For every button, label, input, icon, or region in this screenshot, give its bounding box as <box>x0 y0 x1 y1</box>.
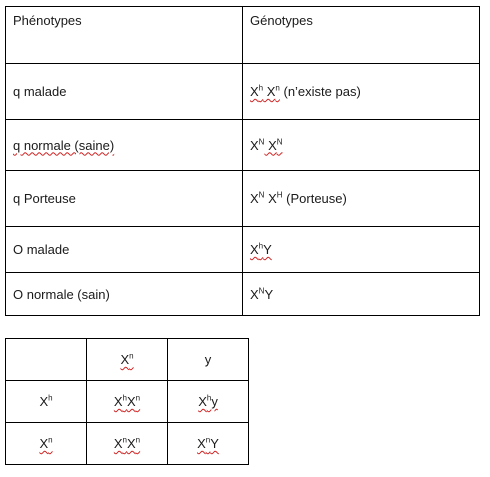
punnett-cell: $X^nX^n$ <box>87 423 168 465</box>
punnett-col-header: $X^n$ <box>87 339 168 381</box>
punnett-col-header: y <box>168 339 249 381</box>
phenotypes-header: Phénotypes <box>6 7 243 64</box>
punnett-cell: $X^hy$ <box>168 381 249 423</box>
genotype-cell <box>243 64 480 120</box>
punnett-corner-cell <box>6 339 87 381</box>
phenotype-cell: O normale (sain) <box>6 273 243 316</box>
genotype-symbols: $X^h$ $X^n$ <box>250 83 280 99</box>
table-row <box>6 227 480 273</box>
punnett-cell: $X^nY$ <box>168 423 249 465</box>
genotypes-header: Génotypes <box>243 7 480 64</box>
phenotype-cell: q normale (saine) <box>6 120 243 171</box>
punnett-row-header: $X^n$ <box>6 423 87 465</box>
genotype-cell: $X^N$ $X^H$ (Porteuse) <box>243 171 480 227</box>
genotype-note: (n’existe pas) <box>279 84 361 99</box>
punnett-row <box>6 381 249 423</box>
table-row <box>6 273 480 316</box>
phenotype-cell: q Porteuse <box>6 171 243 227</box>
punnett-header-row <box>6 339 249 381</box>
genotype-cell: $X^N$ $X^N$ <box>243 120 480 171</box>
genotype-cell: $X^NY$ <box>243 273 480 316</box>
genotype-cell: $X^hY$ <box>243 227 480 273</box>
punnett-cell: $X^hX^n$ <box>87 381 168 423</box>
punnett-row-header: $X^h$ <box>6 381 87 423</box>
table-header-row <box>6 7 480 64</box>
table-row <box>6 64 480 120</box>
phenotype-cell: O malade <box>6 227 243 273</box>
punnett-row <box>6 423 249 465</box>
table-row <box>6 171 480 227</box>
phenotype-genotype-table <box>5 6 480 316</box>
phenotype-cell: q malade <box>6 64 243 120</box>
table-row <box>6 120 480 171</box>
punnett-square <box>5 338 249 465</box>
